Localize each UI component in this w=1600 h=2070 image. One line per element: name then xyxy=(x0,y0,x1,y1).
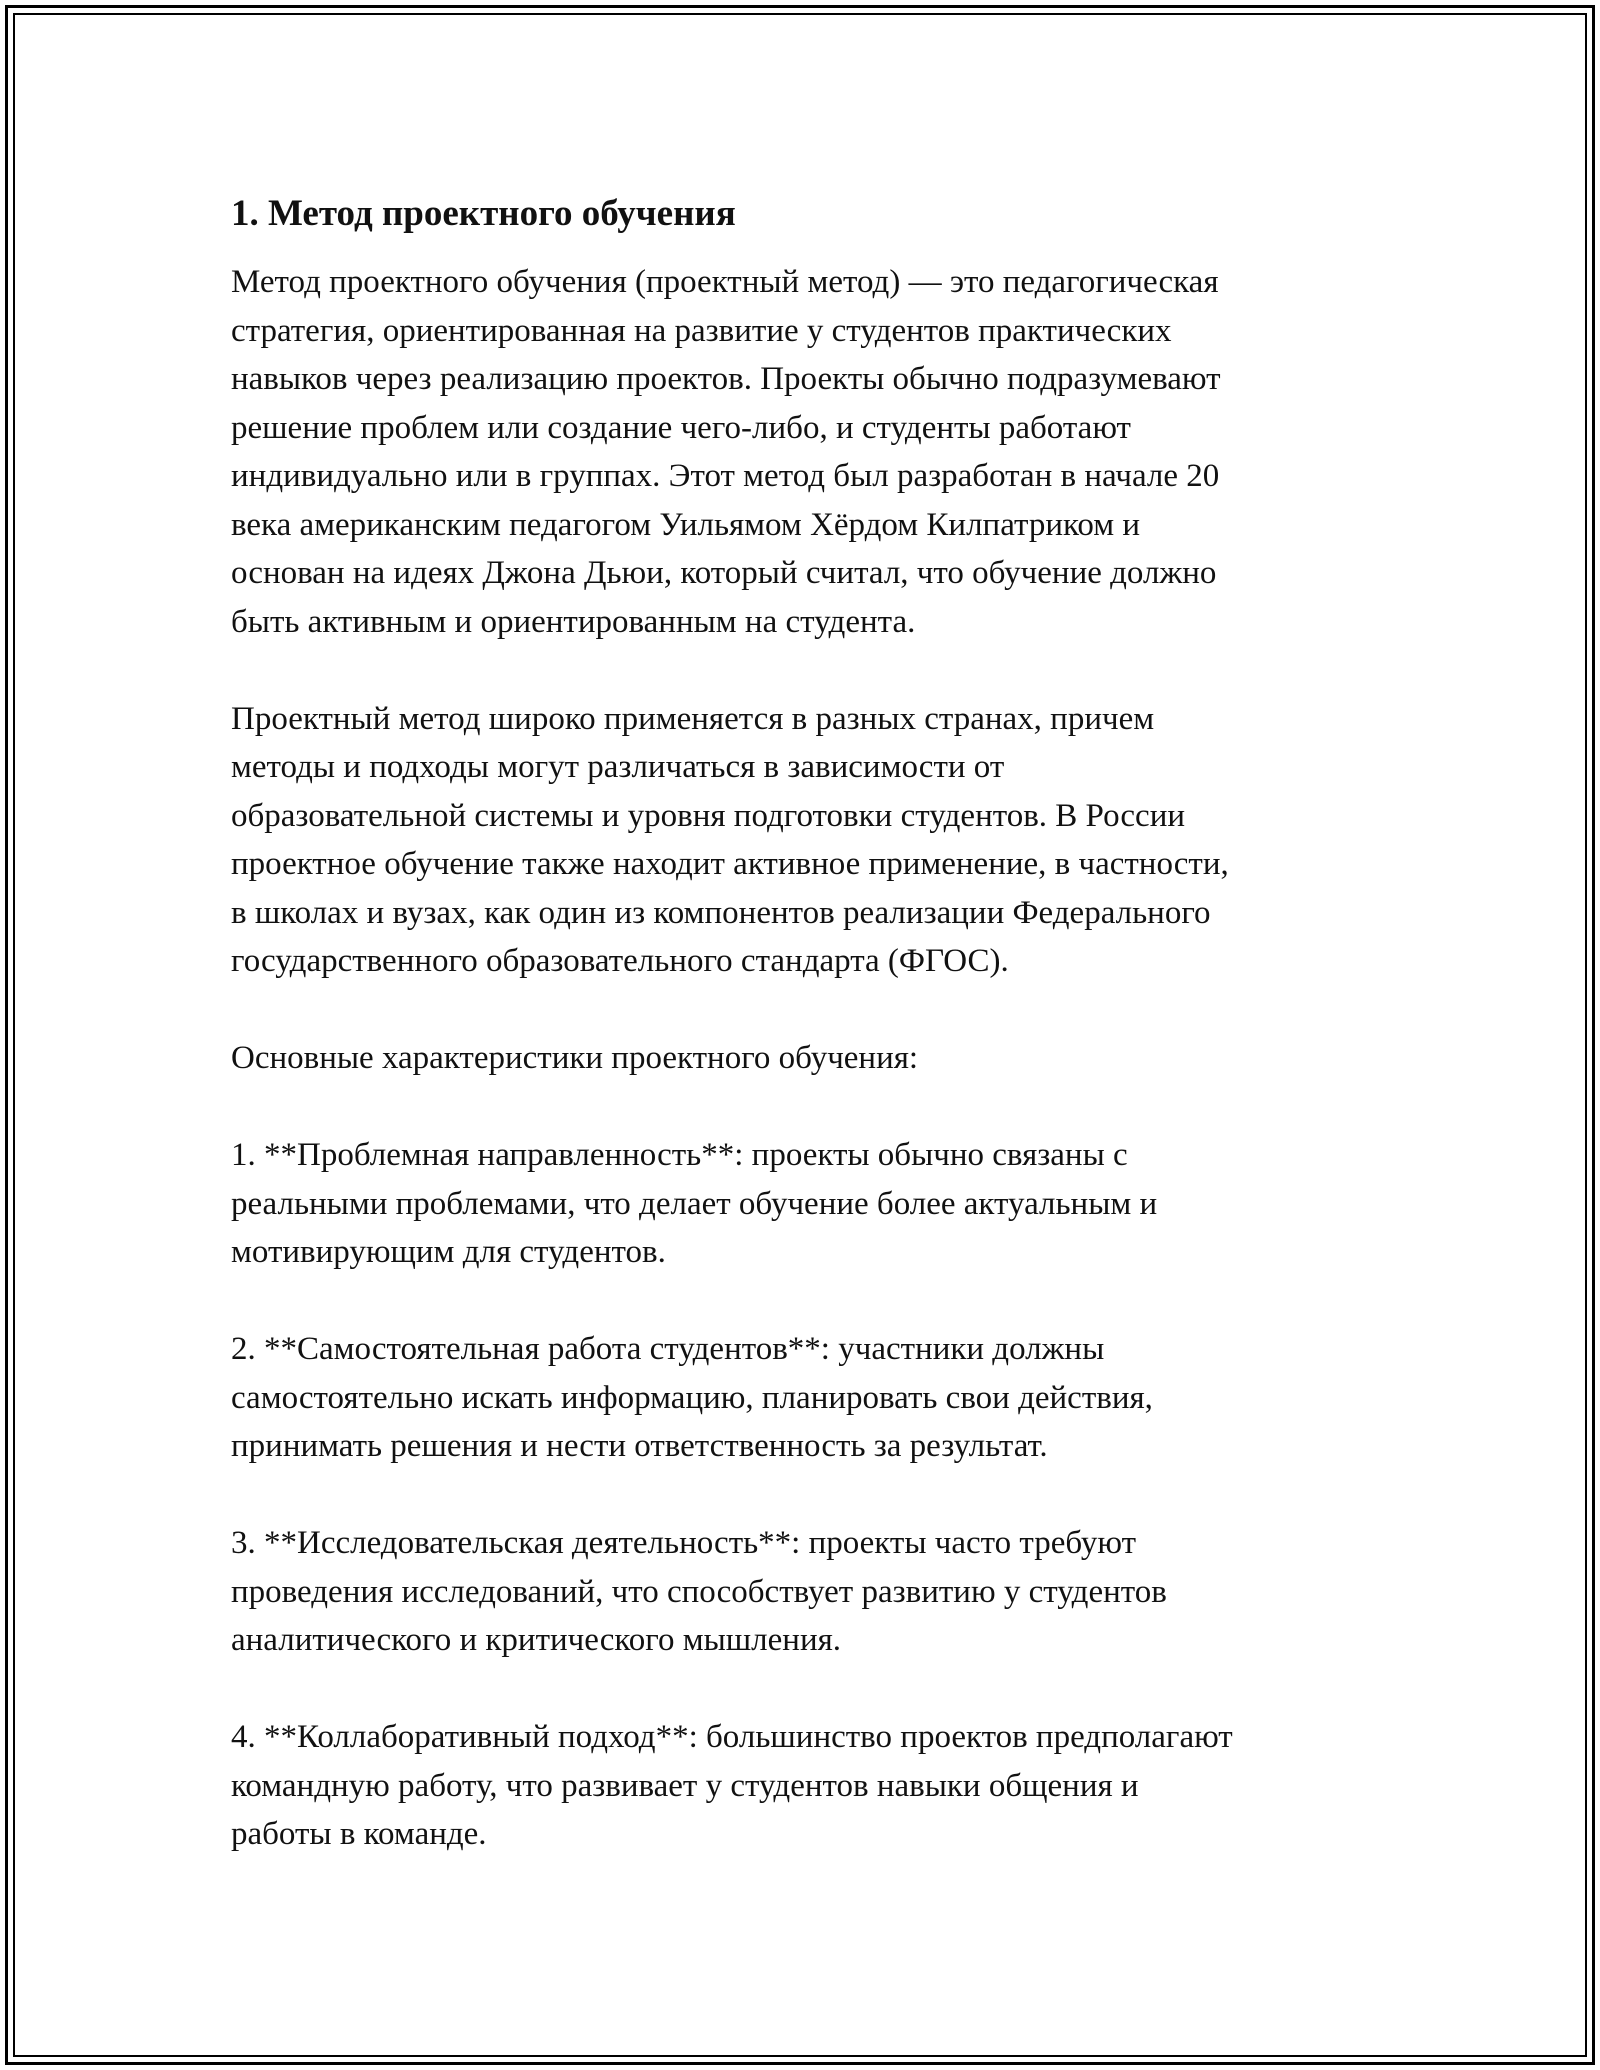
list-item-line: командную работу, что развивает у студентов навыки общения и xyxy=(231,1767,1139,1804)
usage-paragraph xyxy=(231,695,1381,986)
list-item-problem-orientation xyxy=(231,1131,1381,1277)
paragraph-line: стратегия, ориентированная на развитие у студентов практических xyxy=(231,312,1172,349)
paragraph-line: Проектный метод широко применяется в разных странах, причем xyxy=(231,700,1155,737)
paragraph-line: государственного образовательного стандарта (ФГОС). xyxy=(231,943,1009,979)
list-item-line: работы в команде. xyxy=(231,1816,487,1852)
list-item-line: 1. **Проблемная направленность**: проекты обычно связаны с xyxy=(231,1137,1128,1173)
paragraph-line: решение проблем или создание чего-либо, и студенты работают xyxy=(231,409,1131,446)
paragraph-line: Метод проектного обучения (проектный метод) — это педагогическая xyxy=(231,264,1219,300)
list-item-line: 2. **Самостоятельная работа студентов**: участники должны xyxy=(231,1331,1105,1367)
paragraph-spacer xyxy=(231,986,1381,1035)
paragraph-spacer xyxy=(231,1471,1381,1520)
list-item-line: принимать решения и нести ответственность за результат. xyxy=(231,1428,1048,1464)
paragraph-spacer xyxy=(231,1277,1381,1326)
paragraph-spacer xyxy=(231,646,1381,695)
paragraph-line: методы и подходы могут различаться в зависимости от xyxy=(231,749,1005,785)
list-item-line: аналитического и критического мышления. xyxy=(231,1622,842,1658)
list-item-line: самостоятельно искать информацию, планировать свои действия, xyxy=(231,1379,1153,1416)
section-heading: 1. Метод проектного обучения xyxy=(231,193,736,234)
list-item-collaborative-approach xyxy=(231,1713,1381,1859)
list-item-line: 3. **Исследовательская деятельность**: проекты часто требуют xyxy=(231,1525,1137,1561)
paragraph-line: века американским педагогом Уильямом Хёрдом Килпатриком и xyxy=(231,506,1140,543)
paragraph-line: основан на идеях Джона Дьюи, который считал, что обучение должно xyxy=(231,555,1217,591)
paragraph-line: навыков через реализацию проектов. Проекты обычно подразумевают xyxy=(231,361,1221,397)
paragraph-line: образовательной системы и уровня подготовки студентов. В России xyxy=(231,797,1186,834)
list-item-line: 4. **Коллаборативный подход**: большинство проектов предполагают xyxy=(231,1719,1233,1755)
list-item-research-activity xyxy=(231,1519,1381,1665)
paragraph-line: в школах и вузах, как один из компонентов реализации Федерального xyxy=(231,894,1211,931)
paragraph-spacer xyxy=(231,1665,1381,1714)
characteristics-intro: Основные характеристики проектного обучения: xyxy=(231,1040,919,1076)
paragraph-spacer xyxy=(231,1083,1381,1132)
intro-paragraph xyxy=(231,258,1381,646)
paragraph-line: быть активным и ориентированным на студента. xyxy=(231,603,916,640)
paragraph-line: индивидуально или в группах. Этот метод был разработан в начале 20 xyxy=(231,458,1220,494)
list-item-line: проведения исследований, что способствует развитию у студентов xyxy=(231,1573,1167,1610)
document-page xyxy=(231,184,1381,1859)
list-item-independent-work xyxy=(231,1325,1381,1471)
list-item-line: реальными проблемами, что делает обучение более актуальным и xyxy=(231,1185,1158,1222)
list-item-line: мотивирующим для студентов. xyxy=(231,1234,666,1270)
paragraph-line: проектное обучение также находит активное применение, в частности, xyxy=(231,846,1229,882)
